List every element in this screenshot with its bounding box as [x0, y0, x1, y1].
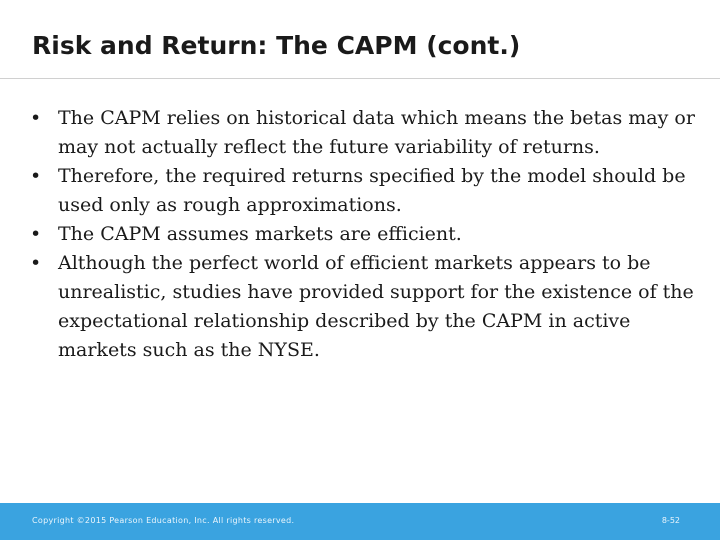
bullet-list	[30, 104, 698, 365]
bullet-text: Therefore, the required returns specified by the model should be used only as rough approximations.	[58, 165, 686, 216]
page-number: 8-52	[661, 516, 680, 525]
bullet-icon: •	[30, 252, 42, 274]
bullet-text: The CAPM assumes markets are efficient.	[58, 223, 462, 245]
footer-bar	[0, 503, 720, 540]
bullet-icon: •	[30, 107, 42, 129]
bullet-item	[30, 220, 698, 249]
bullet-icon: •	[30, 165, 42, 187]
copyright-notice: Copyright ©2015 Pearson Education, Inc. All rights reserved.	[32, 516, 295, 525]
slide-title: Risk and Return: The CAPM (cont.)	[32, 31, 521, 60]
bullet-icon: •	[30, 223, 42, 245]
bullet-text: Although the perfect world of efficient markets appears to be unrealistic, studies have provided support for the existence of the expectational relationship described by the CAPM in active markets such as the NYSE.	[58, 252, 694, 361]
bullet-item	[30, 104, 698, 162]
title-divider	[0, 78, 720, 79]
bullet-item	[30, 162, 698, 220]
bullet-item	[30, 249, 698, 365]
bullet-text: The CAPM relies on historical data which means the betas may or may not actually reflect the future variability of returns.	[58, 107, 695, 158]
